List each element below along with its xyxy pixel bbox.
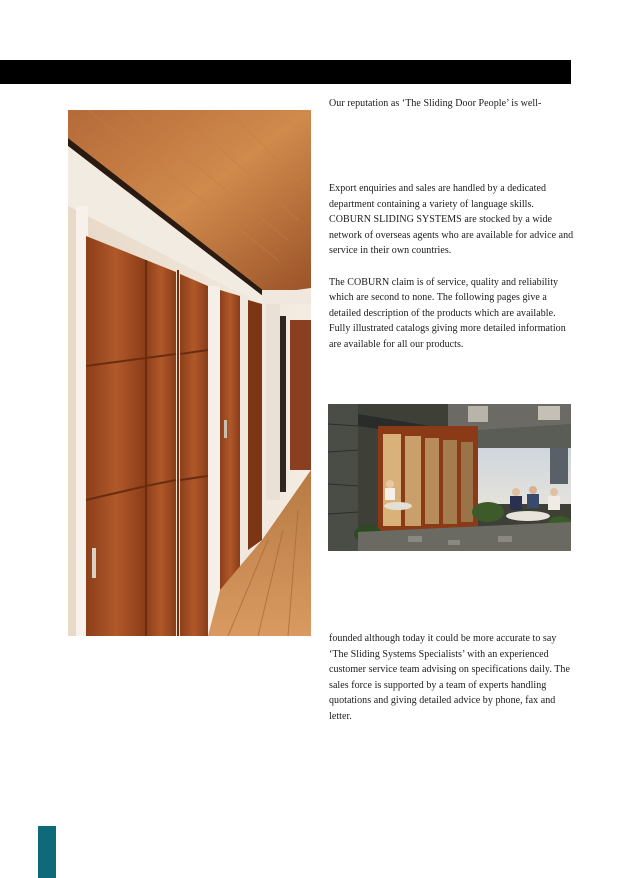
corridor-doors-photo [68,110,311,636]
export-paragraph: Export enquiries and sales are handled by a dedicated department containing a variety of language skills. COBURN SLIDING SYSTEMS are stocked by a wide network of overseas agents who are available for advice and service in their own countries. [329,183,574,257]
header-bar [0,60,571,84]
conservatory-terrace-photo [328,404,571,551]
side-tab-marker [38,826,56,878]
body-text-block [329,181,574,368]
intro-text-block [329,96,574,127]
closing-paragraph: founded although today it could be more accurate to say ‘The Sliding Systems Specialists’ with an experienced customer service team advising on specifications daily. The sales force is supported by a team of experts handling quotations and giving detailed advice by phone, fax and letter. [329,633,570,722]
claim-paragraph: The COBURN claim is of service, quality and reliability which are second to none. The following pages give a detailed description of the products which are available. Fully illustrated catalogs giving more detailed information are available for all our products. [329,276,566,350]
intro-paragraph: Our reputation as ‘The Sliding Door People’ is well- [329,98,542,109]
closing-text-block [329,631,574,740]
